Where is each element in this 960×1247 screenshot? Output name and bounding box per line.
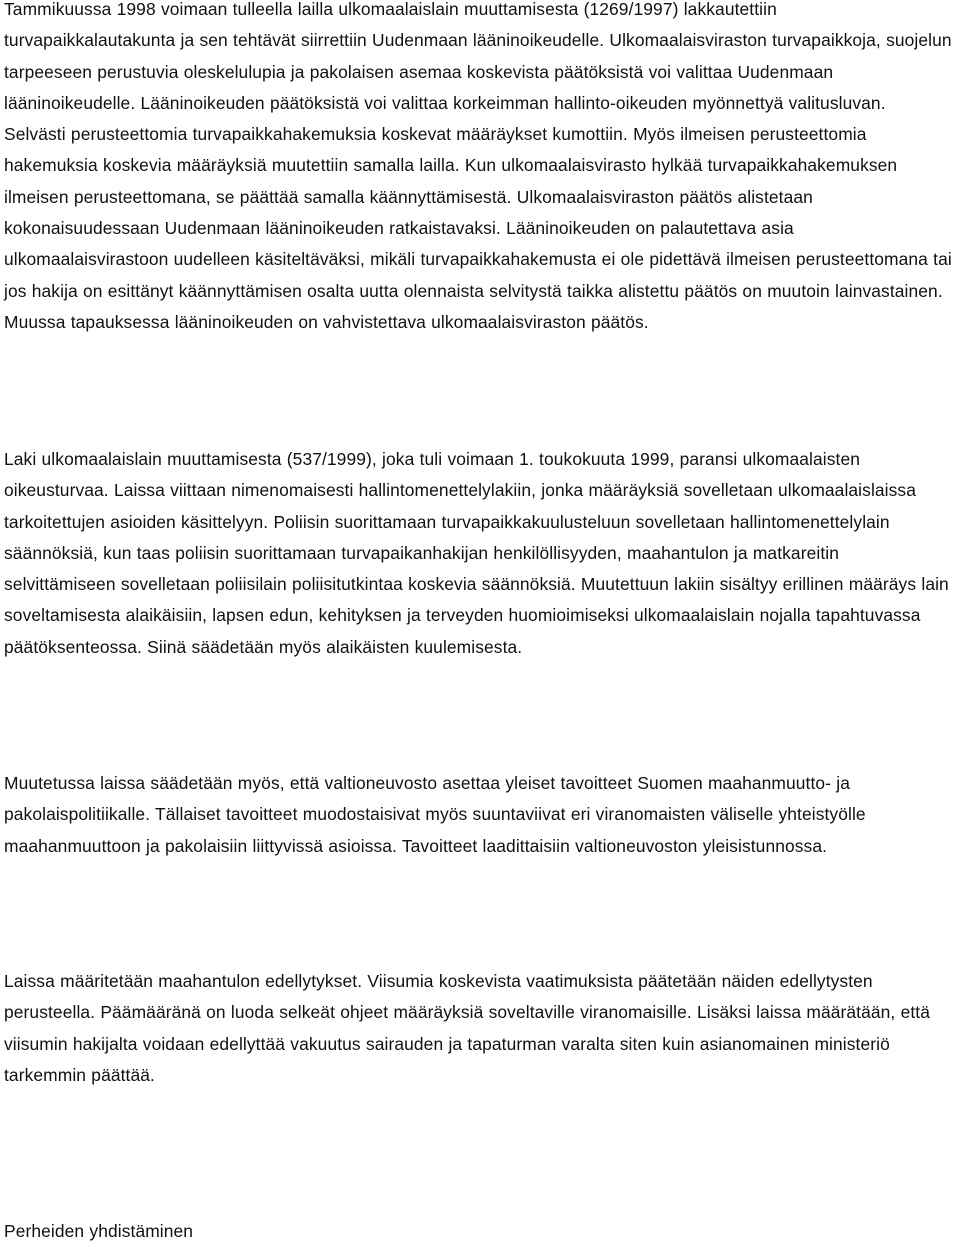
paragraph-entry-requirements: Laissa määritetään maahantulon edellytykset. Viisumia koskevista vaatimuksista päätetään näiden edellytysten perusteella. Päämääränä on luoda selkeät ohjeet määräyksiä soveltaville viranomaisille. Lisäksi laissa määrätään, että viisumin hakijalta voidaan edellyttää vakuutus sairauden ja tapaturman varalta siten kuin asianomainen ministeriö tarkemmin päättää. — [4, 971, 930, 1085]
paragraph-asylum-board: Tammikuussa 1998 voimaan tulleella lailla ulkomaalaislain muuttamisesta (1269/1997) lakkautettiin turvapaikkalautakunta ja sen tehtävät siirrettiin Uudenmaan lääninoikeudelle. Ulkomaalaisviraston turvapaikkoja, suojelun tarpeeseen perustuvia oleskelulupia ja pakolaisen asemaa koskevista päätöksistä voi valittaa Uudenmaan lääninoikeudelle. Lääninoikeuden päätöksistä voi valittaa korkeimman hallinto-oikeuden myönnettyä valitusluvan. Selvästi perusteettomia turvapaikkahakemuksia koskevat määräykset kumottiin. Myös ilmeisen perusteettomia hakemuksia koskevia määräyksiä muutettiin samalla lailla. Kun ulkomaalaisvirasto hylkää turvapaikkahakemuksen ilmeisen perusteettomana, se päättää samalla käännyttämisestä. Ulkomaalaisviraston päätös alistetaan kokonaisuudessaan Uudenmaan lääninoikeuden ratkaistavaksi. Lääninoikeuden on palautettava asia ulkomaalaisvirastoon uudelleen käsiteltäväksi, mikäli turvapaikkahakemusta ei ole pidettävä ilmeisen perusteettomana tai jos hakija on esittänyt käännyttämisen osalta uutta olennaista selvitystä taikka alistettu päätös on muutoin lainvastainen. Muussa tapauksessa lääninoikeuden on vahvistettava ulkomaalaisviraston päätös. — [4, 0, 952, 332]
paragraph-policy-goals: Muutetussa laissa säädetään myös, että valtioneuvosto asettaa yleiset tavoitteet Suomen maahanmuutto- ja pakolaispolitiikalle. Tällaiset tavoitteet muodostaisivat myös suuntaviivat eri viranomaisten väliselle yhteistyölle maahanmuuttoon ja pakolaisiin liittyvissä asioissa. Tavoitteet laadittaisiin valtioneuvoston yleisistunnossa. — [4, 773, 866, 856]
section-heading-family-reunification: Perheiden yhdistäminen — [4, 1221, 194, 1241]
paragraph-legal-protection: Laki ulkomaalaislain muuttamisesta (537/1999), joka tuli voimaan 1. toukokuuta 1999, paransi ulkomaalaisten oikeusturvaa. Laissa viittaan nimenomaisesti hallintomenettelylakiin, jonka määräyksiä sovelletaan ulkomaalaislaissa tarkoitettujen asioiden käsittelyyn. Poliisin suorittamaan turvapaikkakuulusteluun sovelletaan hallintomenettelylain säännöksiä, kun taas poliisin suorittamaan turvapaikanhakijan henkilöllisyyden, maahantulon ja matkareitin selvittämiseen sovelletaan poliisilain poliisitutkintaa koskevia säännöksiä. Muutettuun lakiin sisältyy erillinen määräys lain soveltamisesta alaikäisiin, lapsen edun, kehityksen ja terveyden huomioimiseksi ulkomaalaislain nojalla tapahtuvassa päätöksenteossa. Siinä säädetään myös alaikäisten kuulemisesta. — [4, 449, 949, 657]
